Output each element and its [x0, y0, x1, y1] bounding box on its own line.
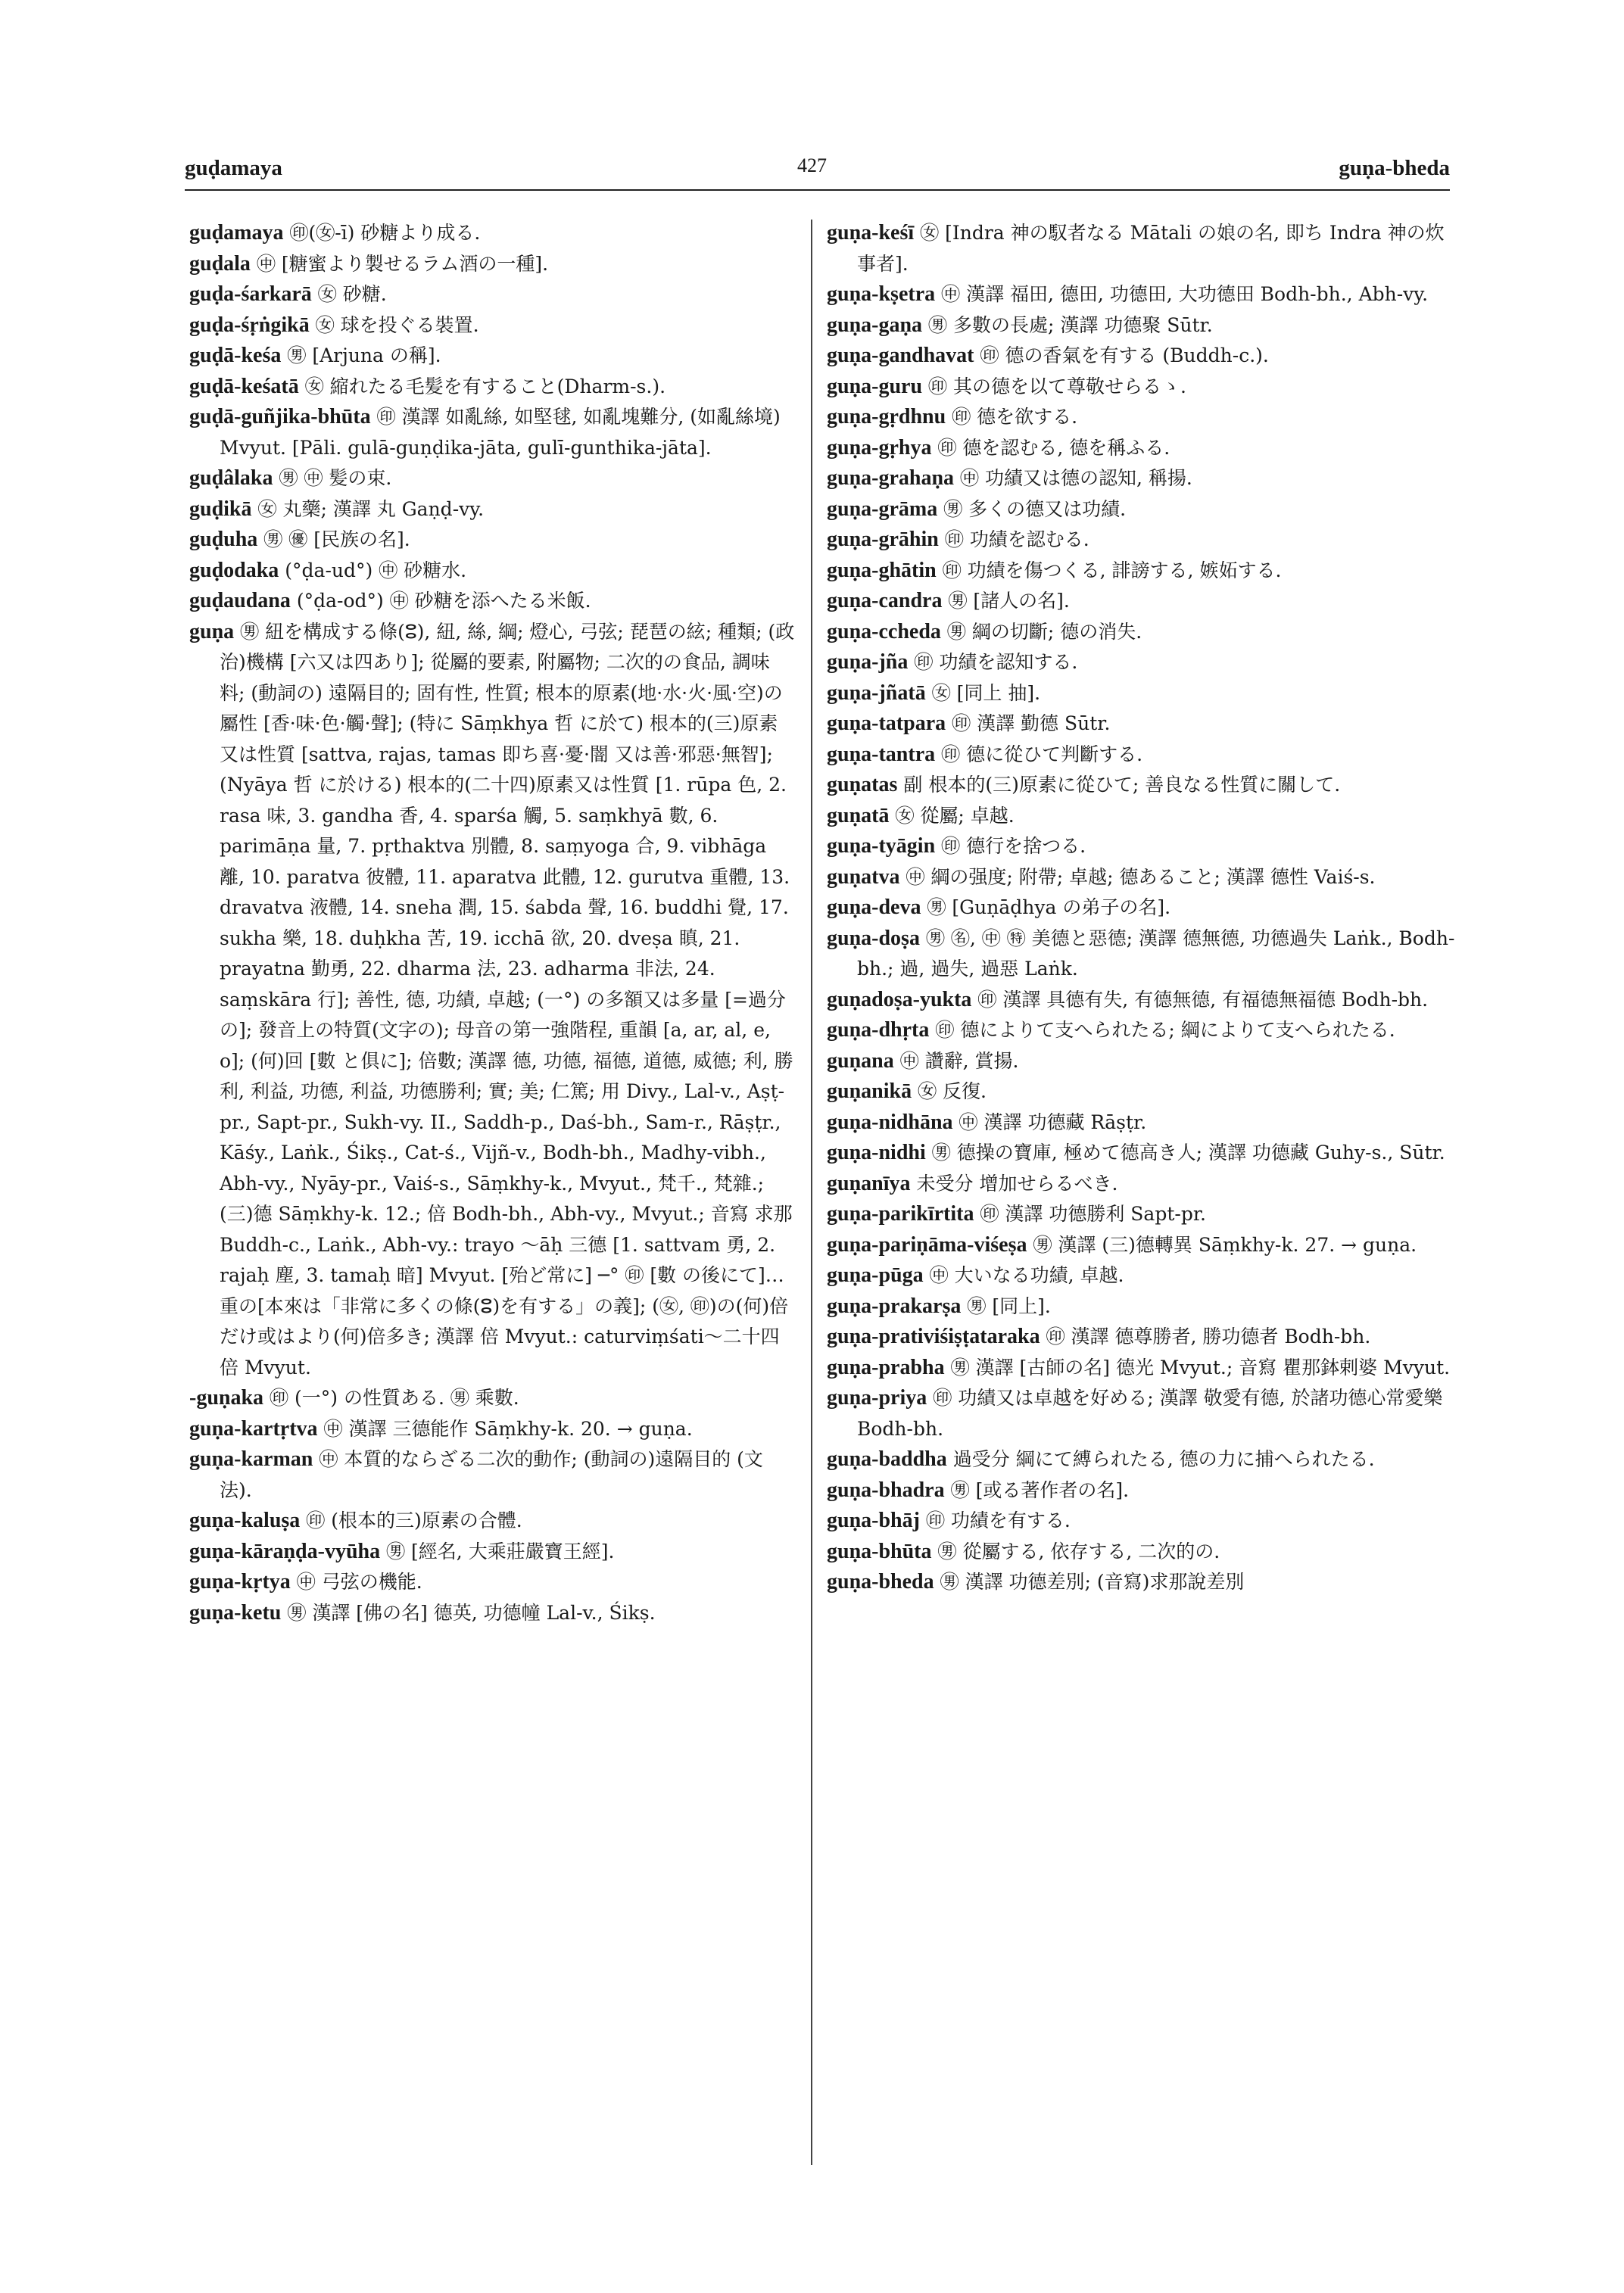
entry-headword: guḍā-guñjika-bhūta	[189, 405, 371, 428]
entry-definition: ㊚ 漢譯 [佛の名] 德英, 功德幢 Lal-v., Śikṣ.	[287, 1601, 656, 1624]
entry-definition: ㊞ 漢譯 德尊勝者, 勝功德者 Bodh-bh.	[1046, 1326, 1371, 1347]
dictionary-entry	[827, 463, 1455, 494]
entry-definition: ㊞ 漢譯 如亂絲, 如堅毬, 如亂塊難分, (如亂絲境) Mvyut. [Pāli. gulā-guṇḍika-jāta, gulī-gunthika-jāta].	[220, 406, 781, 459]
dictionary-entry	[827, 862, 1455, 893]
dictionary-entry	[827, 494, 1455, 525]
dictionary-entry	[189, 1598, 795, 1629]
entry-headword: guṇa-ccheda	[827, 619, 941, 643]
entry-definition: ㊞ 德を欲する.	[952, 406, 1078, 428]
entry-headword: guṇa-guru	[827, 374, 923, 398]
entry-headword: guṇa-gaṇa	[827, 313, 923, 337]
dictionary-entry	[189, 463, 795, 494]
entry-definition: ㊛ 砂糖.	[317, 283, 387, 305]
entry-definition: ㊞ 德行を捨つる.	[941, 835, 1086, 857]
header-rule	[185, 189, 1450, 191]
entry-definition: (°ḍa-od°) ㊥ 砂糖を添へたる米飯.	[296, 590, 591, 612]
entry-definition: ㊞ 漢譯 具德有失, 有德無德, 有福德無福德 Bodh-bh.	[977, 988, 1429, 1011]
entry-headword: guṇa-kṣetra	[827, 282, 936, 306]
dictionary-entry	[827, 433, 1455, 464]
dictionary-entry	[827, 740, 1455, 771]
entry-headword: guṇatā	[827, 803, 890, 827]
dictionary-entry	[827, 1475, 1455, 1506]
dictionary-entry	[827, 678, 1455, 709]
entry-definition: ㊞ 功績を認むる.	[944, 528, 1089, 550]
entry-headword: guṇa-priya	[827, 1386, 927, 1410]
dictionary-entry	[827, 1444, 1455, 1475]
entry-definition: ㊥ 弓弦の機能.	[296, 1571, 422, 1593]
dictionary-entry	[827, 1199, 1455, 1230]
dictionary-entry	[189, 494, 795, 525]
entry-definition: ㊚ [同上].	[967, 1294, 1051, 1317]
entry-definition: ㊥ 漢譯 功德藏 Rāṣṭr.	[959, 1111, 1147, 1133]
entry-headword: guṇa-grahaṇa	[827, 466, 955, 490]
entry-headword: guḍuha	[189, 528, 258, 551]
dictionary-entry	[189, 617, 795, 1384]
dictionary-entry	[189, 402, 795, 463]
entry-definition: ㊚ 從屬する, 依存する, 二次的の.	[937, 1540, 1220, 1562]
entry-definition: 副 根本的(三)原素に從ひて; 善良なる性質に關して.	[903, 774, 1341, 796]
entry-definition: ㊥ 漢譯 福田, 德田, 功德田, 大功德田 Bodh-bh., Abh-vy.	[941, 283, 1429, 305]
entry-headword: guṇa-kartṛtva	[189, 1416, 318, 1441]
entry-definition: ㊚ 多數の長處; 漢譯 功德聚 Sūtr.	[928, 313, 1213, 336]
entry-definition: 未受分 增加せらるべき.	[916, 1172, 1118, 1195]
entry-definition: ㊛ 從屬; 卓越.	[895, 804, 1015, 827]
entry-headword: guḍikā	[189, 497, 252, 521]
entry-headword: guḍaudana	[189, 589, 291, 612]
entry-definition: ㊚ [Guṇāḍhya の弟子の名].	[927, 896, 1171, 918]
entry-headword: guṇa-parikīrtita	[827, 1202, 974, 1226]
entry-headword: guṇa-ketu	[189, 1600, 282, 1625]
entry-headword: guḍala	[189, 251, 251, 276]
entry-definition: ㊞ (一°) の性質ある. ㊚ 乘數.	[270, 1387, 519, 1409]
entry-headword: guṇa-gṛdhnu	[827, 405, 946, 428]
dictionary-entry	[827, 556, 1455, 587]
entry-headword: guṇa-tyāgin	[827, 834, 936, 858]
dictionary-entry	[827, 1230, 1455, 1261]
dictionary-entry	[827, 1076, 1455, 1108]
entry-headword: guṇatas	[827, 773, 898, 796]
entry-definition: ㊞ 其の德を以て尊敬せらるゝ.	[928, 375, 1186, 397]
entry-headword: guḍamaya	[189, 221, 284, 245]
dictionary-entry	[827, 647, 1455, 678]
entry-headword: guṇadoṣa-yukta	[827, 987, 972, 1011]
entry-definition: ㊞ 功績を有する.	[925, 1509, 1071, 1531]
entry-headword: guṇa-bhāj	[827, 1509, 920, 1532]
entry-headword: guṇa-keśī	[827, 221, 915, 245]
dictionary-entry	[189, 218, 795, 249]
dictionary-entry	[827, 586, 1455, 617]
dictionary-entry	[827, 310, 1455, 341]
dictionary-entry	[189, 1567, 795, 1598]
entry-definition: ㊚ 漢譯 功德差別; (音寫)求那說差別	[940, 1571, 1245, 1593]
entry-definition: ㊚ 漢譯 (三)德轉異 Sāṃkhy-k. 27. → guṇa.	[1033, 1233, 1417, 1256]
entry-definition: ㊚ ㊔, ㊥ ㊕ 美德と惡德; 漢譯 德無德, 功德過失 Laṅk., Bodh-bh.; 過, 過失, 過惡 Laṅk.	[857, 927, 1455, 980]
entry-definition: 過受分 綱にて縛られたる, 德の力に捕へられたる.	[952, 1448, 1375, 1470]
dictionary-entry	[827, 1291, 1455, 1323]
entry-headword: guṇa-prakarṣa	[827, 1294, 962, 1318]
entry-definition: (°ḍa-ud°) ㊥ 砂糖水.	[285, 559, 467, 581]
entry-headword: guṇa-tatpara	[827, 712, 946, 735]
entry-headword: guṇa-bhūta	[827, 1539, 932, 1563]
right-column	[827, 218, 1455, 1598]
entry-definition: ㊚ ㊝ [民族の名].	[263, 528, 410, 550]
entry-headword: guḍodaka	[189, 558, 279, 582]
entry-definition: ㊚ 漢譯 [古師の名] 德光 Mvyut.; 音寫 瞿那鉢剌婆 Mvyut.	[950, 1356, 1451, 1379]
entry-definition: ㊚ 綱の切斷; 德の消失.	[946, 620, 1142, 643]
entry-definition: ㊚ [諸人の名].	[948, 590, 1070, 612]
dictionary-entry	[827, 1506, 1455, 1537]
entry-headword: guṇa-grāhin	[827, 528, 939, 551]
entry-headword: guṇa-kāraṇḍa-vyūha	[189, 1539, 381, 1563]
entry-definition: ㊚ [Arjuna の稱].	[287, 344, 441, 366]
dictionary-entry	[827, 279, 1455, 310]
entry-definition: ㊞ 功績を認知する.	[914, 651, 1078, 673]
dictionary-entry	[827, 1046, 1455, 1077]
dictionary-entry	[827, 770, 1455, 801]
entry-headword: guṇa-dhṛta	[827, 1018, 930, 1042]
dictionary-entry	[827, 801, 1455, 832]
dictionary-entry	[827, 1108, 1455, 1139]
dictionary-entry	[827, 985, 1455, 1016]
dictionary-entry	[189, 525, 795, 556]
entry-definition: ㊥ 本質的ならざる二次的動作; (動詞の)遠隔目的 (文法).	[220, 1448, 763, 1501]
entry-headword: guṇa-deva	[827, 896, 921, 919]
entry-headword: guṇa-jña	[827, 650, 909, 674]
dictionary-entry	[827, 1353, 1455, 1384]
entry-headword: guṇa-nidhāna	[827, 1110, 953, 1134]
dictionary-entry	[827, 893, 1455, 924]
entry-headword: guḍa-śṛṅgikā	[189, 313, 310, 337]
dictionary-entry	[827, 1138, 1455, 1169]
entry-headword: guṇanīya	[827, 1171, 911, 1195]
left-column	[189, 218, 795, 1628]
dictionary-entry	[827, 1537, 1455, 1568]
entry-headword: guḍā-keśatā	[189, 374, 299, 398]
entry-headword: guṇa-tantra	[827, 742, 936, 766]
entry-definition: ㊥ 漢譯 三德能作 Sāṃkhy-k. 20. → guṇa.	[323, 1417, 693, 1440]
entry-headword: guṇa-baddha	[827, 1447, 947, 1471]
entry-headword: guṇa	[189, 619, 235, 643]
entry-definition: ㊥ 大いなる功績, 卓越.	[929, 1264, 1124, 1286]
entry-headword: guṇa-candra	[827, 589, 943, 612]
dictionary-entry	[827, 402, 1455, 433]
entry-headword: guṇa-pūga	[827, 1263, 924, 1287]
entry-headword: guḍā-keśa	[189, 344, 282, 367]
entry-definition: ㊞ 功績又は卓越を好める; 漢譯 敬愛有德, 於諸功德心常愛樂 Bodh-bh.	[857, 1387, 1443, 1440]
dictionary-entry	[827, 924, 1455, 985]
dictionary-entry	[827, 709, 1455, 740]
dictionary-entry	[827, 831, 1455, 862]
entry-headword: guṇa-ghātin	[827, 558, 937, 582]
dictionary-entry	[189, 310, 795, 341]
entry-headword: guṇa-prativiśiṣṭataraka	[827, 1325, 1040, 1348]
page-number: 427	[797, 154, 827, 176]
dictionary-entry	[189, 1506, 795, 1537]
entry-definition: ㊛ 球を投ぐる裝置.	[315, 313, 479, 336]
entry-definition: ㊞ 德に從ひて判斷する.	[941, 743, 1143, 765]
dictionary-entry	[827, 1567, 1455, 1598]
dictionary-entry	[827, 1169, 1455, 1200]
entry-headword: guṇa-kaluṣa	[189, 1509, 301, 1532]
entry-definition: ㊛ [Indra 神の馭者なる Mātali の娘の名, 即ち Indra 神の炊事者].	[857, 222, 1445, 275]
dictionary-entry	[189, 1537, 795, 1568]
entry-headword: guṇa-gandhavat	[827, 344, 974, 367]
entry-headword: guṇa-jñatā	[827, 681, 926, 705]
entry-headword: guṇa-kṛtya	[189, 1570, 291, 1594]
entry-headword: guṇanikā	[827, 1080, 912, 1103]
entry-headword: -guṇaka	[189, 1386, 264, 1410]
entry-definition: ㊥ [糖蜜より製せるラム酒の一種].	[256, 252, 549, 275]
entry-headword: guṇa-prabha	[827, 1355, 945, 1379]
entry-headword: guḍa-śarkarā	[189, 282, 312, 306]
entry-definition: ㊚ 紐を構成する條(ⵓ), 紐, 絲, 綱; 燈心, 弓弦; 琵琶の絃; 種類; (政治)機構 [六又は四あり]; 從屬的要素, 附屬物; 二次的の食品, 調味料; (動詞の) 遠隔目的; 固有性, 性質; 根本的原素(地·水·火·風·空)の屬性 [香·味·色·觸·聲]; (特に Sāṃkhya 哲 に於て) 根本的(三)原素又は性質 [sattva, rajas, tamas 即ち喜·憂·闇 又は善·邪惡·無智]; (Nyāya 哲 に於ける) 根本的(二十四)原素又は性質 [1. rūpa 色, 2. rasa 味, 3. gandha 香, 4. sparśa 觸, 5. saṃkhyā 數, 6. parimāṇa 量, 7. pṛthaktva 別體, 8. saṃyoga 合, 9. vibhāga 離, 10. paratva 彼體, 11. aparatva 此體, 12. gurutva 重體, 13. dravatva 液體, 14. sneha 潤, 15. śabda 聲, 16. buddhi 覺, 17. sukha 樂, 18. duḥkha 苦, 19. icchā 欲, 20. dveṣa 瞋, 21. prayatna 勤勇, 22. dharma 法, 23. adharma 非法, 24. saṃskāra 行]; 善性, 德, 功績, 卓越; (一°) の多額又は多量 [=過分の]; 發音上の特質(文字の); 母音の第一強階程, 重韻 [a, ar, al, e, o]; (何)回 [數 と俱に]; 倍數; 漢譯 德, 功德, 福德, 道德, 威德; 利, 勝利, 利益, 功德, 利益, 功德勝利; 實; 美; 仁篤; 用 Divy., Lal-v., Aṣṭ-pr., Sapt-pr., Sukh-vy. II., Saddh-p., Daś-bh., Sam-r., Rāṣṭr., Kāśy., Laṅk., Śikṣ., Cat-ś., Vijñ-v., Bodh-bh., Madhy-vibh., Abh-vy., Nyāy-pr., Vaiś-s., Sāṃkhy-k., Mvyut., 梵千., 梵雜.; (三)德 Sāṃkhy-k. 12.; 倍 Bodh-bh., Abh-vy., Mvyut.; 音寫 求那 Buddh-c., Laṅk., Abh-vy.: trayo ～āḥ 三德 [1. sattvam 勇, 2. rajaḥ 塵, 3. tamaḥ 暗] Mvyut. [殆ど常に] ─° ㊞ [數 の後にて]…重の[本來は「非常に多くの條(ⵓ)を有する」の義]; (㊛, ㊞)の(何)倍だけ或はより(何)倍多き; 漢譯 倍 Mvyut.: caturviṃśati～二十四倍 Mvyut.	[220, 620, 795, 1379]
dictionary-entry	[189, 556, 795, 587]
dictionary-entry	[827, 218, 1455, 279]
entry-headword: guṇa-nidhi	[827, 1141, 926, 1164]
entry-headword: guṇa-bhadra	[827, 1478, 945, 1502]
running-head-right: guṇa-bheda	[1339, 156, 1450, 180]
dictionary-entry	[827, 617, 1455, 648]
dictionary-entry	[827, 372, 1455, 403]
column-divider	[811, 220, 812, 2165]
dictionary-entry	[827, 1322, 1455, 1353]
entry-definition: ㊚ ㊥ 髪の束.	[279, 467, 392, 489]
entry-definition: ㊞ 漢譯 勤德 Sūtr.	[952, 712, 1111, 734]
entry-definition: ㊚ [經名, 大乘莊嚴寶王經].	[386, 1540, 615, 1562]
entry-headword: guṇa-bheda	[827, 1570, 934, 1594]
dictionary-entry	[827, 1015, 1455, 1046]
entry-headword: guḍâlaka	[189, 466, 273, 490]
entry-headword: guṇa-grāma	[827, 497, 938, 521]
entry-headword: guṇa-gṛhya	[827, 435, 932, 460]
dictionary-entry	[189, 341, 795, 372]
entry-headword: guṇatva	[827, 865, 900, 889]
entry-definition: ㊞ 德によりて支へられたる; 綱によりて支へられたる.	[935, 1019, 1395, 1041]
entry-definition: ㊛ 縮れたる毛髪を有すること(Dharm-s.).	[304, 375, 666, 397]
dictionary-entry	[827, 341, 1455, 372]
entry-headword: guṇa-doṣa	[827, 926, 920, 950]
dictionary-entry	[827, 1260, 1455, 1291]
entry-definition: ㊚ 德操の寶庫, 極めて德高き人; 漢譯 功德藏 Guhy-s., Sūtr.	[931, 1142, 1445, 1164]
dictionary-entry	[189, 1414, 795, 1445]
entry-definition: ㊥ 讚辭, 賞揚.	[899, 1049, 1019, 1072]
entry-definition: ㊞ 德を認むる, 德を稱ふる.	[937, 436, 1170, 459]
entry-definition: ㊞(㊛-ī) 砂糖より成る.	[289, 222, 481, 244]
entry-definition: ㊥ 功績又は德の認知, 稱揚.	[960, 467, 1192, 489]
entry-definition: ㊞ (根本的三)原素の合體.	[306, 1509, 522, 1531]
entry-definition: ㊛ [同上 抽].	[931, 681, 1041, 704]
dictionary-entry	[189, 586, 795, 617]
entry-definition: ㊛ 丸藥; 漢譯 丸 Gaṇḍ-vy.	[257, 497, 485, 520]
running-head-left: guḍamaya	[185, 156, 282, 180]
entry-headword: guṇa-karman	[189, 1447, 313, 1471]
entry-definition: ㊚ [或る著作者の名].	[950, 1478, 1130, 1501]
entry-definition: ㊥ 綱の强度; 附帶; 卓越; 德あること; 漢譯 德性 Vaiś-s.	[906, 865, 1376, 888]
dictionary-entry	[189, 1383, 795, 1414]
dictionary-entry	[827, 525, 1455, 556]
entry-definition: ㊞ 功績を傷つくる, 誹謗する, 嫉妬する.	[942, 559, 1282, 581]
dictionary-entry	[827, 1383, 1455, 1444]
dictionary-entry	[189, 1444, 795, 1506]
dictionary-entry	[189, 279, 795, 310]
entry-definition: ㊞ 漢譯 功德勝利 Sapt-pr.	[980, 1203, 1206, 1225]
entry-definition: ㊞ 德の香氣を有する (Buddh-c.).	[980, 344, 1269, 366]
dictionary-entry	[189, 249, 795, 280]
dictionary-entry	[189, 372, 795, 403]
entry-headword: guṇa-pariṇāma-viśeṣa	[827, 1232, 1027, 1257]
entry-definition: ㊛ 反復.	[918, 1080, 987, 1102]
entry-definition: ㊚ 多くの德又は功績.	[943, 497, 1127, 520]
entry-headword: guṇana	[827, 1048, 894, 1073]
